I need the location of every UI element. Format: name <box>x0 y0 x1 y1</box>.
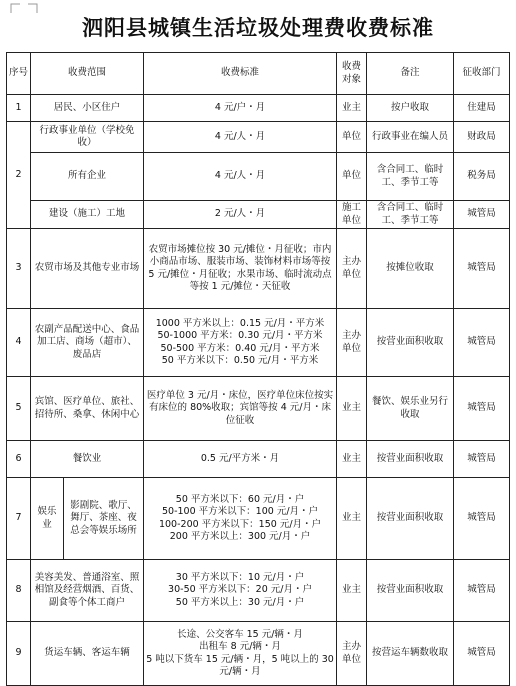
header-standard: 收费标准 <box>144 53 337 95</box>
standard-line: 50 平方米以上：30 元/月・户 <box>175 596 305 608</box>
table-row <box>7 441 510 478</box>
row-no: 4 <box>7 309 31 377</box>
row-standard: 农贸市场摊位按 30 元/摊位・月征收；市内小商品市场、服装市场、装饰材料市场等按 5 元/摊位・月征收；水果市场、临时流动点等按 1 元/摊位・天征收 <box>144 229 337 309</box>
standard-line: 200 平方米以上：300 元/月・户 <box>169 530 311 542</box>
row-scope: 建设（施工）工地 <box>31 201 144 229</box>
row-standard <box>144 560 337 622</box>
row-payer: 主办单位 <box>337 622 367 686</box>
row-scope: 所有企业 <box>31 153 144 201</box>
row-scope: 宾馆、医疗单位、旅社、招待所、桑拿、休闲中心 <box>31 377 144 441</box>
row-scope: 农副产品配送中心、食品加工店、商场（超市）、废品店 <box>31 309 144 377</box>
standard-line: 50 平方米以下：60 元/月・户 <box>175 493 305 505</box>
row-note: 餐饮、娱乐业另行收取 <box>367 377 454 441</box>
row-note: 含合同工、临时工、季节工等 <box>367 201 454 229</box>
row-scope: 居民、小区住户 <box>31 95 144 122</box>
standard-line: 50 平方米以下：0.50 元/月・平方米 <box>161 354 319 366</box>
row-payer: 业主 <box>337 95 367 122</box>
row-dept: 城管局 <box>454 478 510 560</box>
table-row <box>7 309 510 377</box>
row-no: 3 <box>7 229 31 309</box>
standard-line: 50-500 平方米：0.40 元/月・平方米 <box>160 342 320 354</box>
row-payer: 单位 <box>337 153 367 201</box>
row-no: 7 <box>7 478 31 560</box>
row-dept: 住建局 <box>454 95 510 122</box>
row-payer: 业主 <box>337 441 367 478</box>
row-no: 9 <box>7 622 31 686</box>
row-note: 按营业面积收取 <box>367 441 454 478</box>
row-note: 按营运车辆数收取 <box>367 622 454 686</box>
table-row <box>7 478 510 560</box>
standard-line: 50-1000 平方米：0.30 元/月・平方米 <box>157 330 323 342</box>
row-standard: 4 元/人・月 <box>144 153 337 201</box>
header-row <box>7 53 510 95</box>
row-no: 2 <box>7 122 31 229</box>
row-dept: 城管局 <box>454 377 510 441</box>
header-note: 备注 <box>367 53 454 95</box>
row-scope: 农贸市场及其他专业市场 <box>31 229 144 309</box>
row-note: 按户收取 <box>367 95 454 122</box>
row-scope: 美容美发、普通浴室、照相馆及经营烟酒、百货、副食等个体工商户 <box>31 560 144 622</box>
table-row <box>7 560 510 622</box>
row-standard: 0.5 元/平方米・月 <box>144 441 337 478</box>
standard-line: 长途、公交客车 15 元/辆・月 <box>177 628 303 640</box>
table-row <box>7 95 510 122</box>
row-dept: 城管局 <box>454 441 510 478</box>
row-note: 按营业面积收取 <box>367 560 454 622</box>
row-payer: 主办单位 <box>337 309 367 377</box>
row-no: 5 <box>7 377 31 441</box>
table-row <box>7 153 510 201</box>
standard-line: 100-200 平方米以下：150 元/月・户 <box>158 518 322 530</box>
row-dept: 城管局 <box>454 201 510 229</box>
row-standard <box>144 309 337 377</box>
standard-line: 5 吨以下货车 15 元/辆・月，5 吨以上的 30 元/辆・月 <box>146 653 334 677</box>
row-no: 1 <box>7 95 31 122</box>
standard-line: 30-50 平方米以下：20 元/月・户 <box>168 584 312 596</box>
row-payer: 施工单位 <box>337 201 367 229</box>
row-dept: 城管局 <box>454 309 510 377</box>
row-scope: 行政事业单位（学校免收） <box>31 122 144 153</box>
header-payer: 收费对象 <box>337 53 367 95</box>
header-dept: 征收部门 <box>454 53 510 95</box>
standard-line: 30 平方米以下：10 元/月・户 <box>175 571 305 583</box>
header-scope: 收费范围 <box>31 53 144 95</box>
row-dept: 城管局 <box>454 622 510 686</box>
row-category: 娱乐业 <box>31 478 64 560</box>
row-note: 按摊位收取 <box>367 229 454 309</box>
table-row <box>7 201 510 229</box>
row-scope: 货运车辆、客运车辆 <box>31 622 144 686</box>
row-scope: 餐饮业 <box>31 441 144 478</box>
table-row <box>7 377 510 441</box>
row-note: 行政事业在编人员 <box>367 122 454 153</box>
row-payer: 单位 <box>337 122 367 153</box>
fee-standard-table <box>6 52 510 686</box>
row-note: 按营业面积收取 <box>367 309 454 377</box>
row-payer: 主办单位 <box>337 229 367 309</box>
row-note: 按营业面积收取 <box>367 478 454 560</box>
standard-line: 出租车 8 元/辆・月 <box>199 641 281 653</box>
row-standard: 4 元/人・月 <box>144 122 337 153</box>
row-no: 8 <box>7 560 31 622</box>
row-no: 6 <box>7 441 31 478</box>
row-standard: 医疗单位 3 元/月・床位，医疗单位床位按实有床位的 80%收取；宾馆等按 4 元/月・床位征收 <box>144 377 337 441</box>
row-dept: 税务局 <box>454 153 510 201</box>
row-standard <box>144 478 337 560</box>
row-dept: 财政局 <box>454 122 510 153</box>
row-note: 含合同工、临时工、季节工等 <box>367 153 454 201</box>
row-payer: 业主 <box>337 377 367 441</box>
row-standard: 4 元/户・月 <box>144 95 337 122</box>
standard-line: 50-100 平方米以下：100 元/月・户 <box>162 506 319 518</box>
header-no: 序号 <box>7 53 31 95</box>
row-dept: 城管局 <box>454 560 510 622</box>
row-payer: 业主 <box>337 560 367 622</box>
table-row <box>7 229 510 309</box>
row-dept: 城管局 <box>454 229 510 309</box>
standard-line: 1000 平方米以上：0.15 元/月・平方米 <box>155 317 325 329</box>
row-standard: 2 元/人・月 <box>144 201 337 229</box>
row-scope: 影剧院、歌厅、舞厅、茶座、夜总会等娱乐场所 <box>64 478 144 560</box>
row-payer: 业主 <box>337 478 367 560</box>
page-title: 泗阳县城镇生活垃圾处理费收费标准 <box>82 16 434 40</box>
table-row <box>7 122 510 153</box>
